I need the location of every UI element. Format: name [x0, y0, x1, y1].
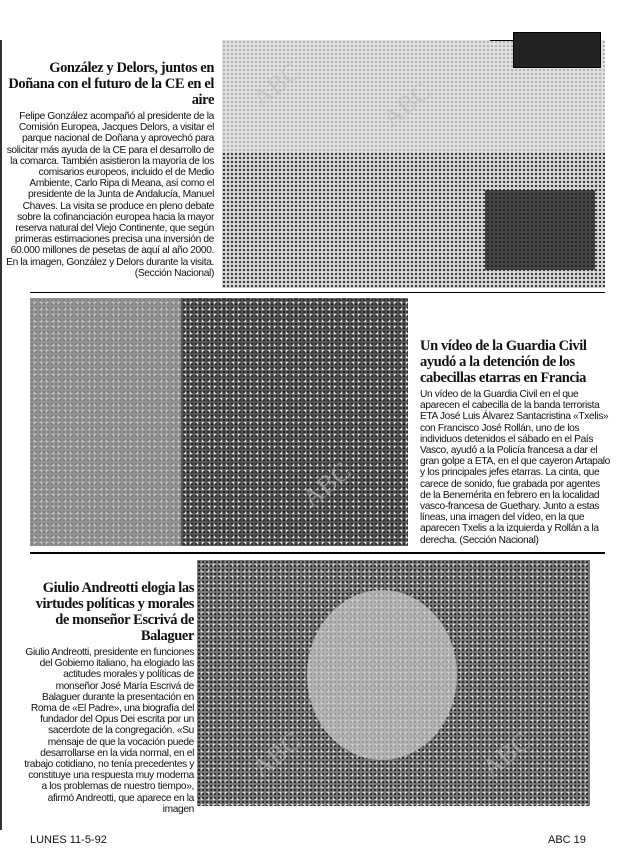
section-divider — [30, 292, 605, 293]
article-body: Felipe González acompañó al presidente de la Comisión Europea, Jacques Delors, a visitar el parque nacional de Doñana y aprovechó para solicitar más ayuda de la CE para el desarrollo de la comarca. También asistieron la mayoría de los comisarios europeos, incluido el de Medio Ambiente, Carlo Ripa di Meana, así como el presidente de la Junta de Andalucía, Manuel Chaves. La visita se produce en pleno debate sobre la cofinanciación europea hacia la mayor reserva natural del Viejo Continente, que según primeras estimaciones precisa una inversión de 60.000 millones de pesetas de aquí al año 2000. En la imagen, González y Delors durante la visita. (Sección Nacional) — [6, 111, 214, 279]
watermark: ABC — [296, 456, 357, 513]
article-andreotti — [22, 580, 194, 815]
headline: Un vídeo de la Guardia Civil ayudó a la detención de los cabecillas etarras en Francia — [420, 338, 587, 386]
photo-guardia-civil-video — [30, 298, 408, 546]
article-body: Giulio Andreotti, presidente en funciones del Gobierno italiano, ha elogiado las actitudes morales y políticas de monseñor José María Escrivá de Balaguer durante la presentación en Roma de «El Padre», una biografía del fundador del Opus Dei escrita por un sacerdote de la congregación. «Su mensaje de que la vocación puede desarrollarse en la vida normal, en el trabajo cotidiano, no tenía precedentes y constituye una respuesta muy moderna a los problemas de nuestro tiempo», afirmó Andreotti, que aparece en la imagen — [24, 647, 194, 815]
watermark: ABC — [246, 726, 307, 783]
section-logo-rule — [490, 40, 513, 41]
section-divider — [30, 552, 605, 554]
watermark: ABC — [376, 76, 437, 133]
footer-date: LUNES 11-5-92 — [30, 834, 107, 846]
footer-page-number: ABC 19 — [548, 834, 586, 846]
headline: González y Delors, juntos en Doñana con el futuro de la CE en el aire — [8, 60, 214, 108]
section-logo — [513, 32, 601, 68]
article-body: Un vídeo de la Guardia Civil en el que aparecen el cabecilla de la banda terrorista ETA José Luis Álvarez Santacristina «Txelis» con Francisco José Rollán, uno de los individuos detenidos el sábado en el País Vasco, ayudó a la Policía francesa a dar el gran golpe a ETA, en el que cayeron Artapalo y los principales jefes etarras. La cinta, que carece de sonido, fue grabada por agentes de la Benemérita en febrero en la localidad vasco-francesa de Guethary. Junto a estas líneas, una imagen del vídeo, en la que aparecen Txelis a la izquierda y Rollán a la derecha. (Sección Nacional) — [420, 389, 610, 546]
headline: Giulio Andreotti elogia las virtudes políticas y morales de monseñor Escrivá de Balaguer — [35, 580, 194, 644]
left-margin-rule — [0, 40, 2, 830]
article-guardia-civil — [420, 338, 610, 546]
article-donana — [4, 60, 214, 279]
watermark: ABC — [476, 726, 537, 783]
watermark: ABC — [246, 56, 307, 113]
